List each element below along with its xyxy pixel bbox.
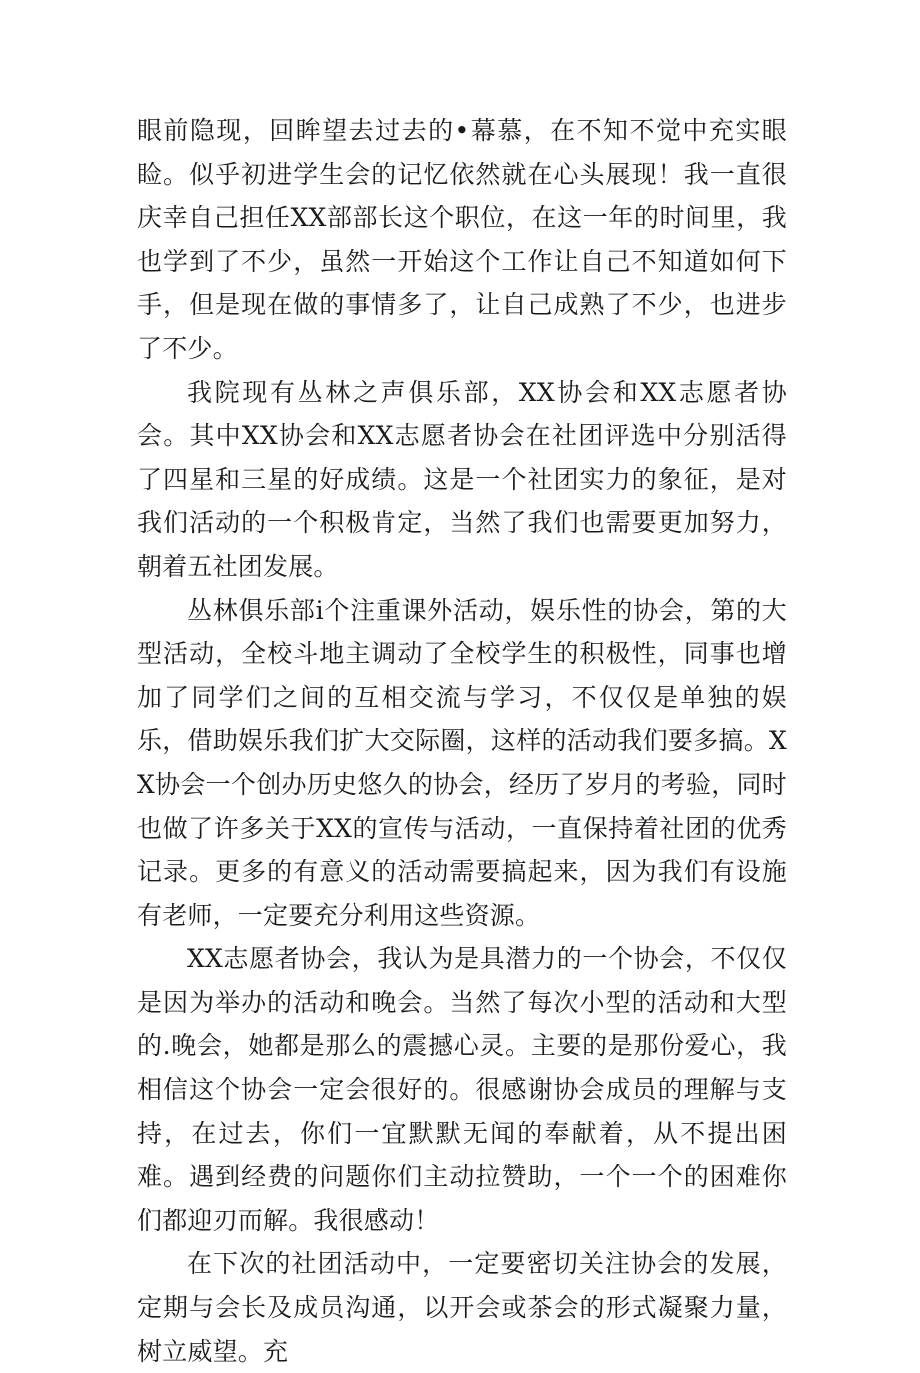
paragraph-1: 眼前隐现，回眸望去过去的•幕慕，在不知不觉中充实眼睑。似乎初进学生会的记忆依然就在心头展现！我一直很庆幸自己担任XX部部长这个职位，在这一年的时间里，我也学到了不少，虽然一开始这个工作让自己不知道如何下手，但是现在做的事情多了，让自己成熟了不少，也进步了不少。 xyxy=(137,116,787,363)
paragraph-5: 在下次的社团活动中，一定要密切关注协会的发展，定期与会长及成员沟通，以开会或茶会的形式凝聚力量，树立威望。充 xyxy=(137,1249,787,1366)
paragraph-4: XX志愿者协会，我认为是具潜力的一个协会，不仅仅是因为举办的活动和晚会。当然了每次小型的活动和大型的.晚会，她都是那么的震撼心灵。主要的是那份爱心，我相信这个协会一定会很好的。很感谢协会成员的理解与支持，在过去，你们一宜默默无闻的奉献着，从不提出困难。遇到经费的问题你们主动拉赞助，一个一个的困难你们都迎刃而解。我很感动！ xyxy=(137,944,787,1235)
paragraph-3: 丛林俱乐部i个注重课外活动，娱乐性的协会，第的大型活动，全校斗地主调动了全校学生的积极性，同事也增加了同学们之间的互相交流与学习，不仅仅是单独的娱乐，借助娱乐我们扩大交际圈，这样的活动我们要多搞。XX协会一个创办历史悠久的协会，经历了岁月的考验，同时也做了许多关于XX的宣传与活动，一直保持着社团的优秀记录。更多的有意义的活动需要搞起来，因为我们有设施有老师，一定要充分利用这些资源。 xyxy=(137,595,787,930)
paragraph-2: 我院现有丛林之声俱乐部，XX协会和XX志愿者协会。其中XX协会和XX志愿者协会在社团评选中分别活得了四星和三星的好成绩。这是一个社团实力的象征，是对我们活动的一个积极肯定，当然了我们也需要更加努力，朝着五社团发展。 xyxy=(137,377,787,581)
document-body xyxy=(137,109,787,1373)
